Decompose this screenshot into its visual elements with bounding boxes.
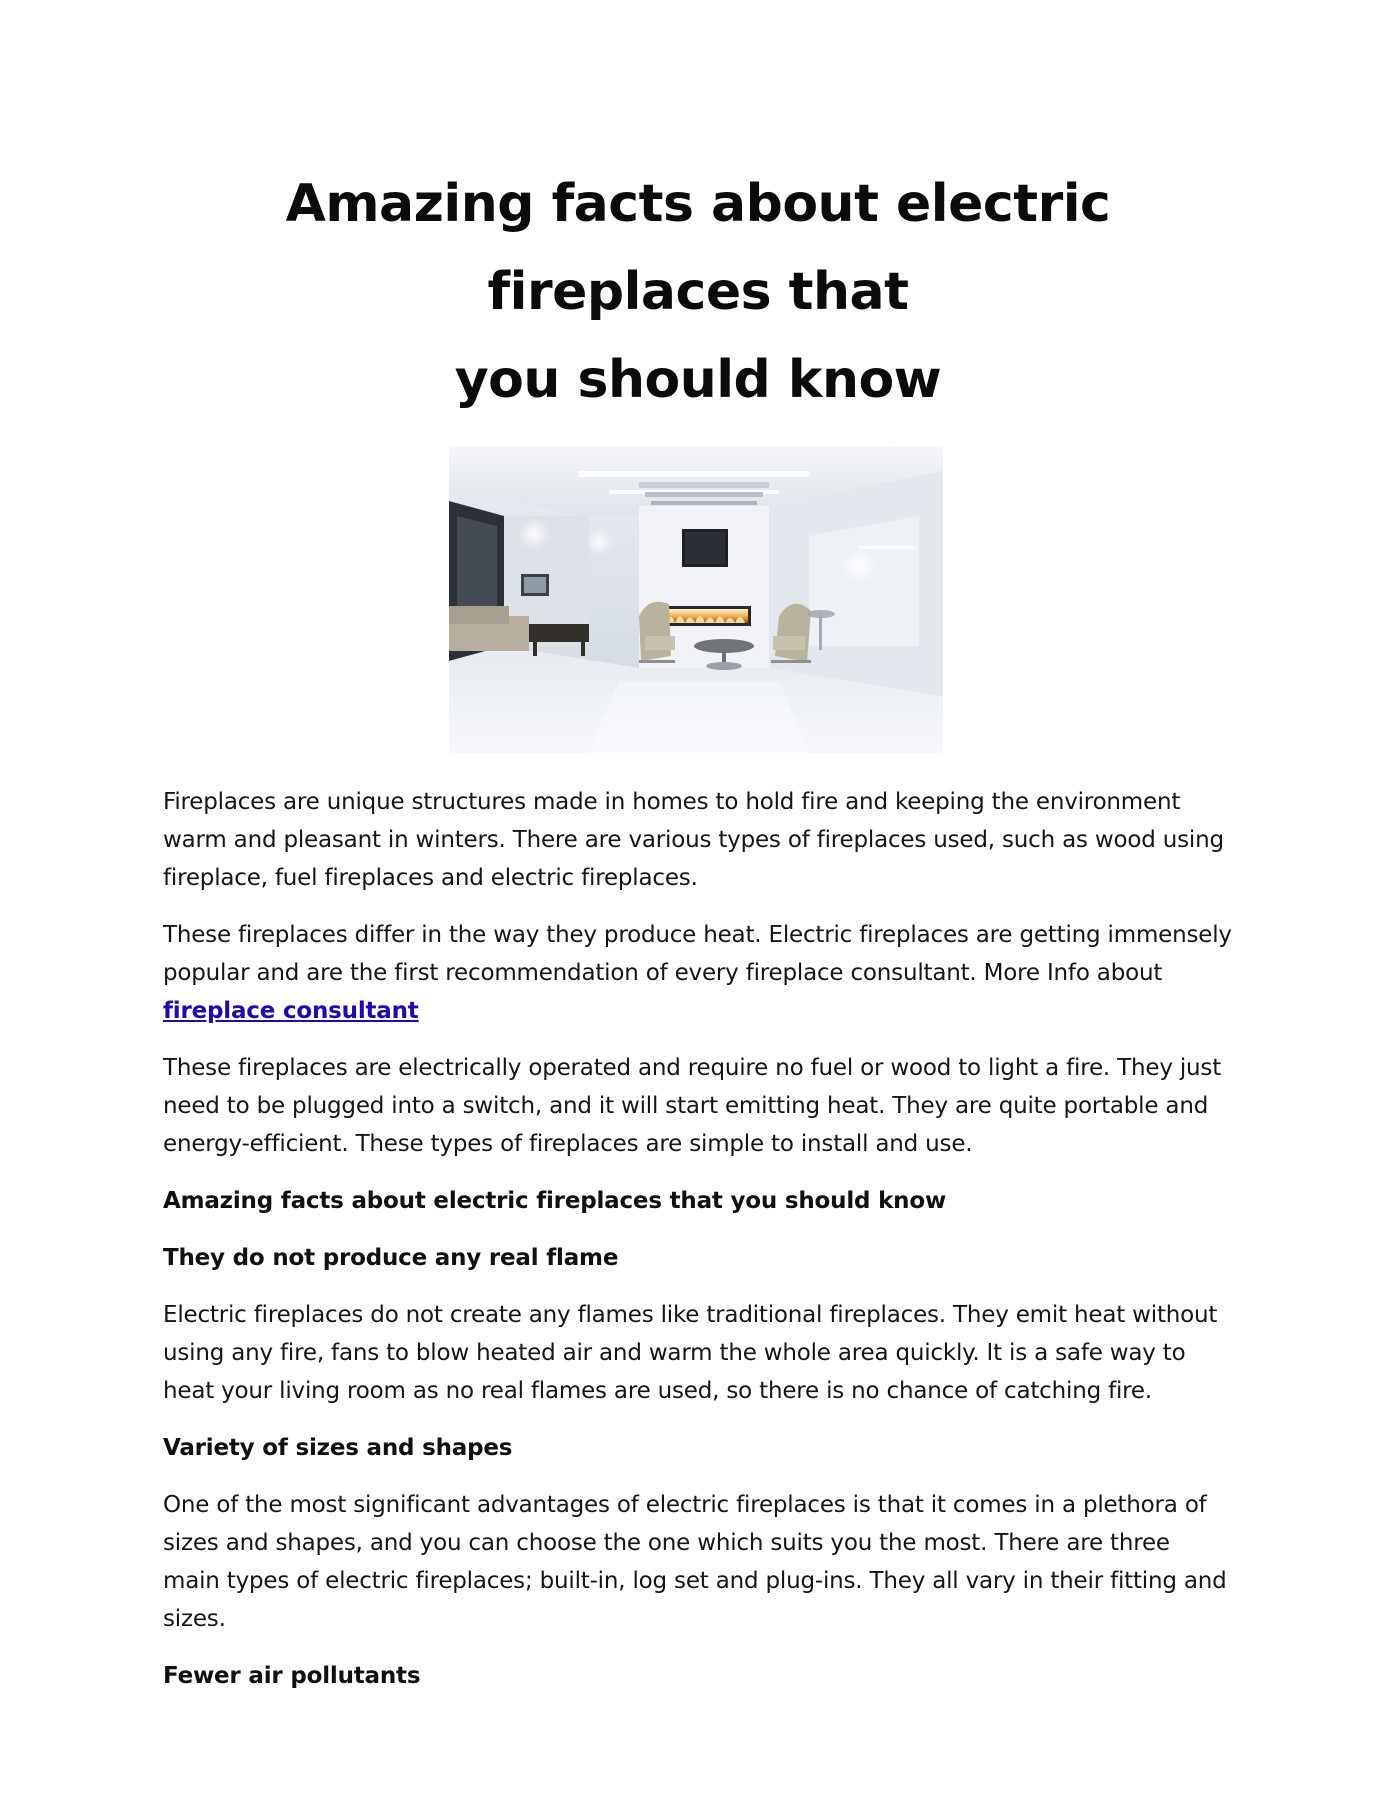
no-flame-paragraph: Electric fireplaces do not create any flames like traditional fireplaces. They emit heat without using any fire, fans to blow heated air and warm the whole area quickly. It is a safe way to heat your living room as no real flames are used, so there is no chance of catching fire. [163,1302,1218,1404]
title-line-2: you should know [454,350,942,410]
sizes-shapes-paragraph: One of the most significant advantages of electric fireplaces is that it comes in a plethora of sizes and shapes, and you can choose the one which suits you the most. There are three main types of electric fireplaces; built-in, log set and plug-ins. They all vary in their fitting and sizes. [163,1492,1227,1632]
title-line-1: Amazing facts about electric fireplaces that [285,174,1111,322]
hero-image [449,446,943,753]
intro-paragraph: Fireplaces are unique structures made in homes to hold fire and keeping the environment warm and pleasant in winters. There are various types of fireplaces used, such as wood using fireplace, fuel fireplaces and electric fireplaces. [163,789,1224,891]
article-body [163,783,1233,1695]
no-flame-heading: They do not produce any real flame [163,1245,619,1271]
consultant-paragraph [163,916,1233,1030]
document-title [163,160,1233,424]
fireplace-consultant-link[interactable]: fireplace consultant [163,998,419,1024]
living-room-fireplace-illustration [449,446,943,753]
electric-operation-paragraph: These fireplaces are electrically operated and require no fuel or wood to light a fire. They just need to be plugged into a switch, and it will start emitting heat. They are quite portable and energy-efficient. These types of fireplaces are simple to install and use. [163,1055,1222,1157]
facts-subheading: Amazing facts about electric fireplaces that you should know [163,1188,947,1214]
consultant-paragraph-text: These fireplaces differ in the way they produce heat. Electric fireplaces are getting immensely popular and are the first recommendation of every fireplace consultant. More Info about [163,922,1232,986]
sizes-shapes-heading: Variety of sizes and shapes [163,1435,513,1461]
air-pollutants-heading: Fewer air pollutants [163,1663,421,1689]
